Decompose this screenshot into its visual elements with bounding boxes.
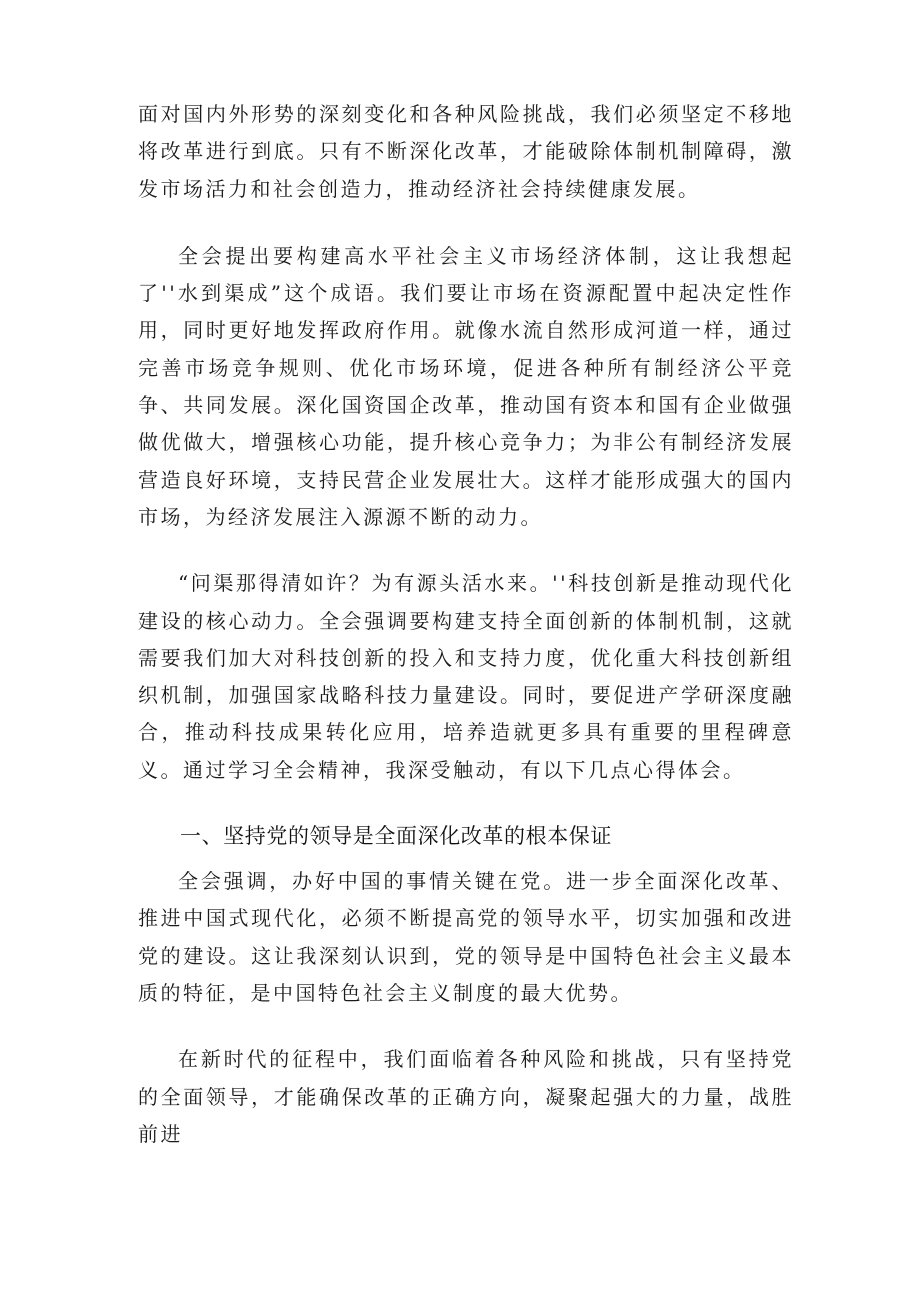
paragraph-new-era: 在新时代的征程中，我们面临着各种风险和挑战，只有坚持党的全面领导，才能确保改革的正确方向，凝聚起强大的力量，战胜前进 [138, 1047, 794, 1146]
section-heading-1: 一、坚持党的领导是全面深化改革的根本保证 [180, 824, 612, 849]
paragraph-party-leadership: 全会强调，办好中国的事情关键在党。进一步全面深化改革、推进中国式现代化，必须不断提高党的领导水平，切实加强和改进党的建设。这让我深刻认识到，党的领导是中国特色社会主义最本质的特征，是中国特色社会主义制度的最大优势。 [138, 869, 794, 1005]
paragraph-innovation: “问渠那得清如许？为有源头活水来。''科技创新是推动现代化建设的核心动力。全会强调要构建支持全面创新的体制机制，这就需要我们加大对科技创新的投入和支持力度，优化重大科技创新组织机制，加强国家战略科技力量建设。同时，要促进产学研深度融合，推动科技成果转化应用，培养造就更多具有重要的里程碑意义。通过学习全会精神，我深受触动，有以下几点心得体会。 [138, 571, 794, 782]
paragraph-intro: 面对国内外形势的深刻变化和各种风险挑战，我们必须坚定不移地将改革进行到底。只有不断深化改革，才能破除体制机制障碍，激发市场活力和社会创造力，推动经济社会持续健康发展。 [138, 102, 794, 201]
paragraph-market-economy: 全会提出要构建高水平社会主义市场经济体制，这让我想起了''水到渠成”这个成语。我们要让市场在资源配置中起决定性作用，同时更好地发挥政府作用。就像水流自然形成河道一样，通过完善市场竞争规则、优化市场环境，促进各种所有制经济公平竞争、共同发展。深化国资国企改革，推动国有资本和国有企业做强做优做大，增强核心功能，提升核心竞争力；为非公有制经济发展营造良好环境，支持民营企业发展壮大。这样才能形成强大的国内市场，为经济发展注入源源不断的动力。 [138, 243, 794, 529]
document-page [138, 96, 794, 1153]
